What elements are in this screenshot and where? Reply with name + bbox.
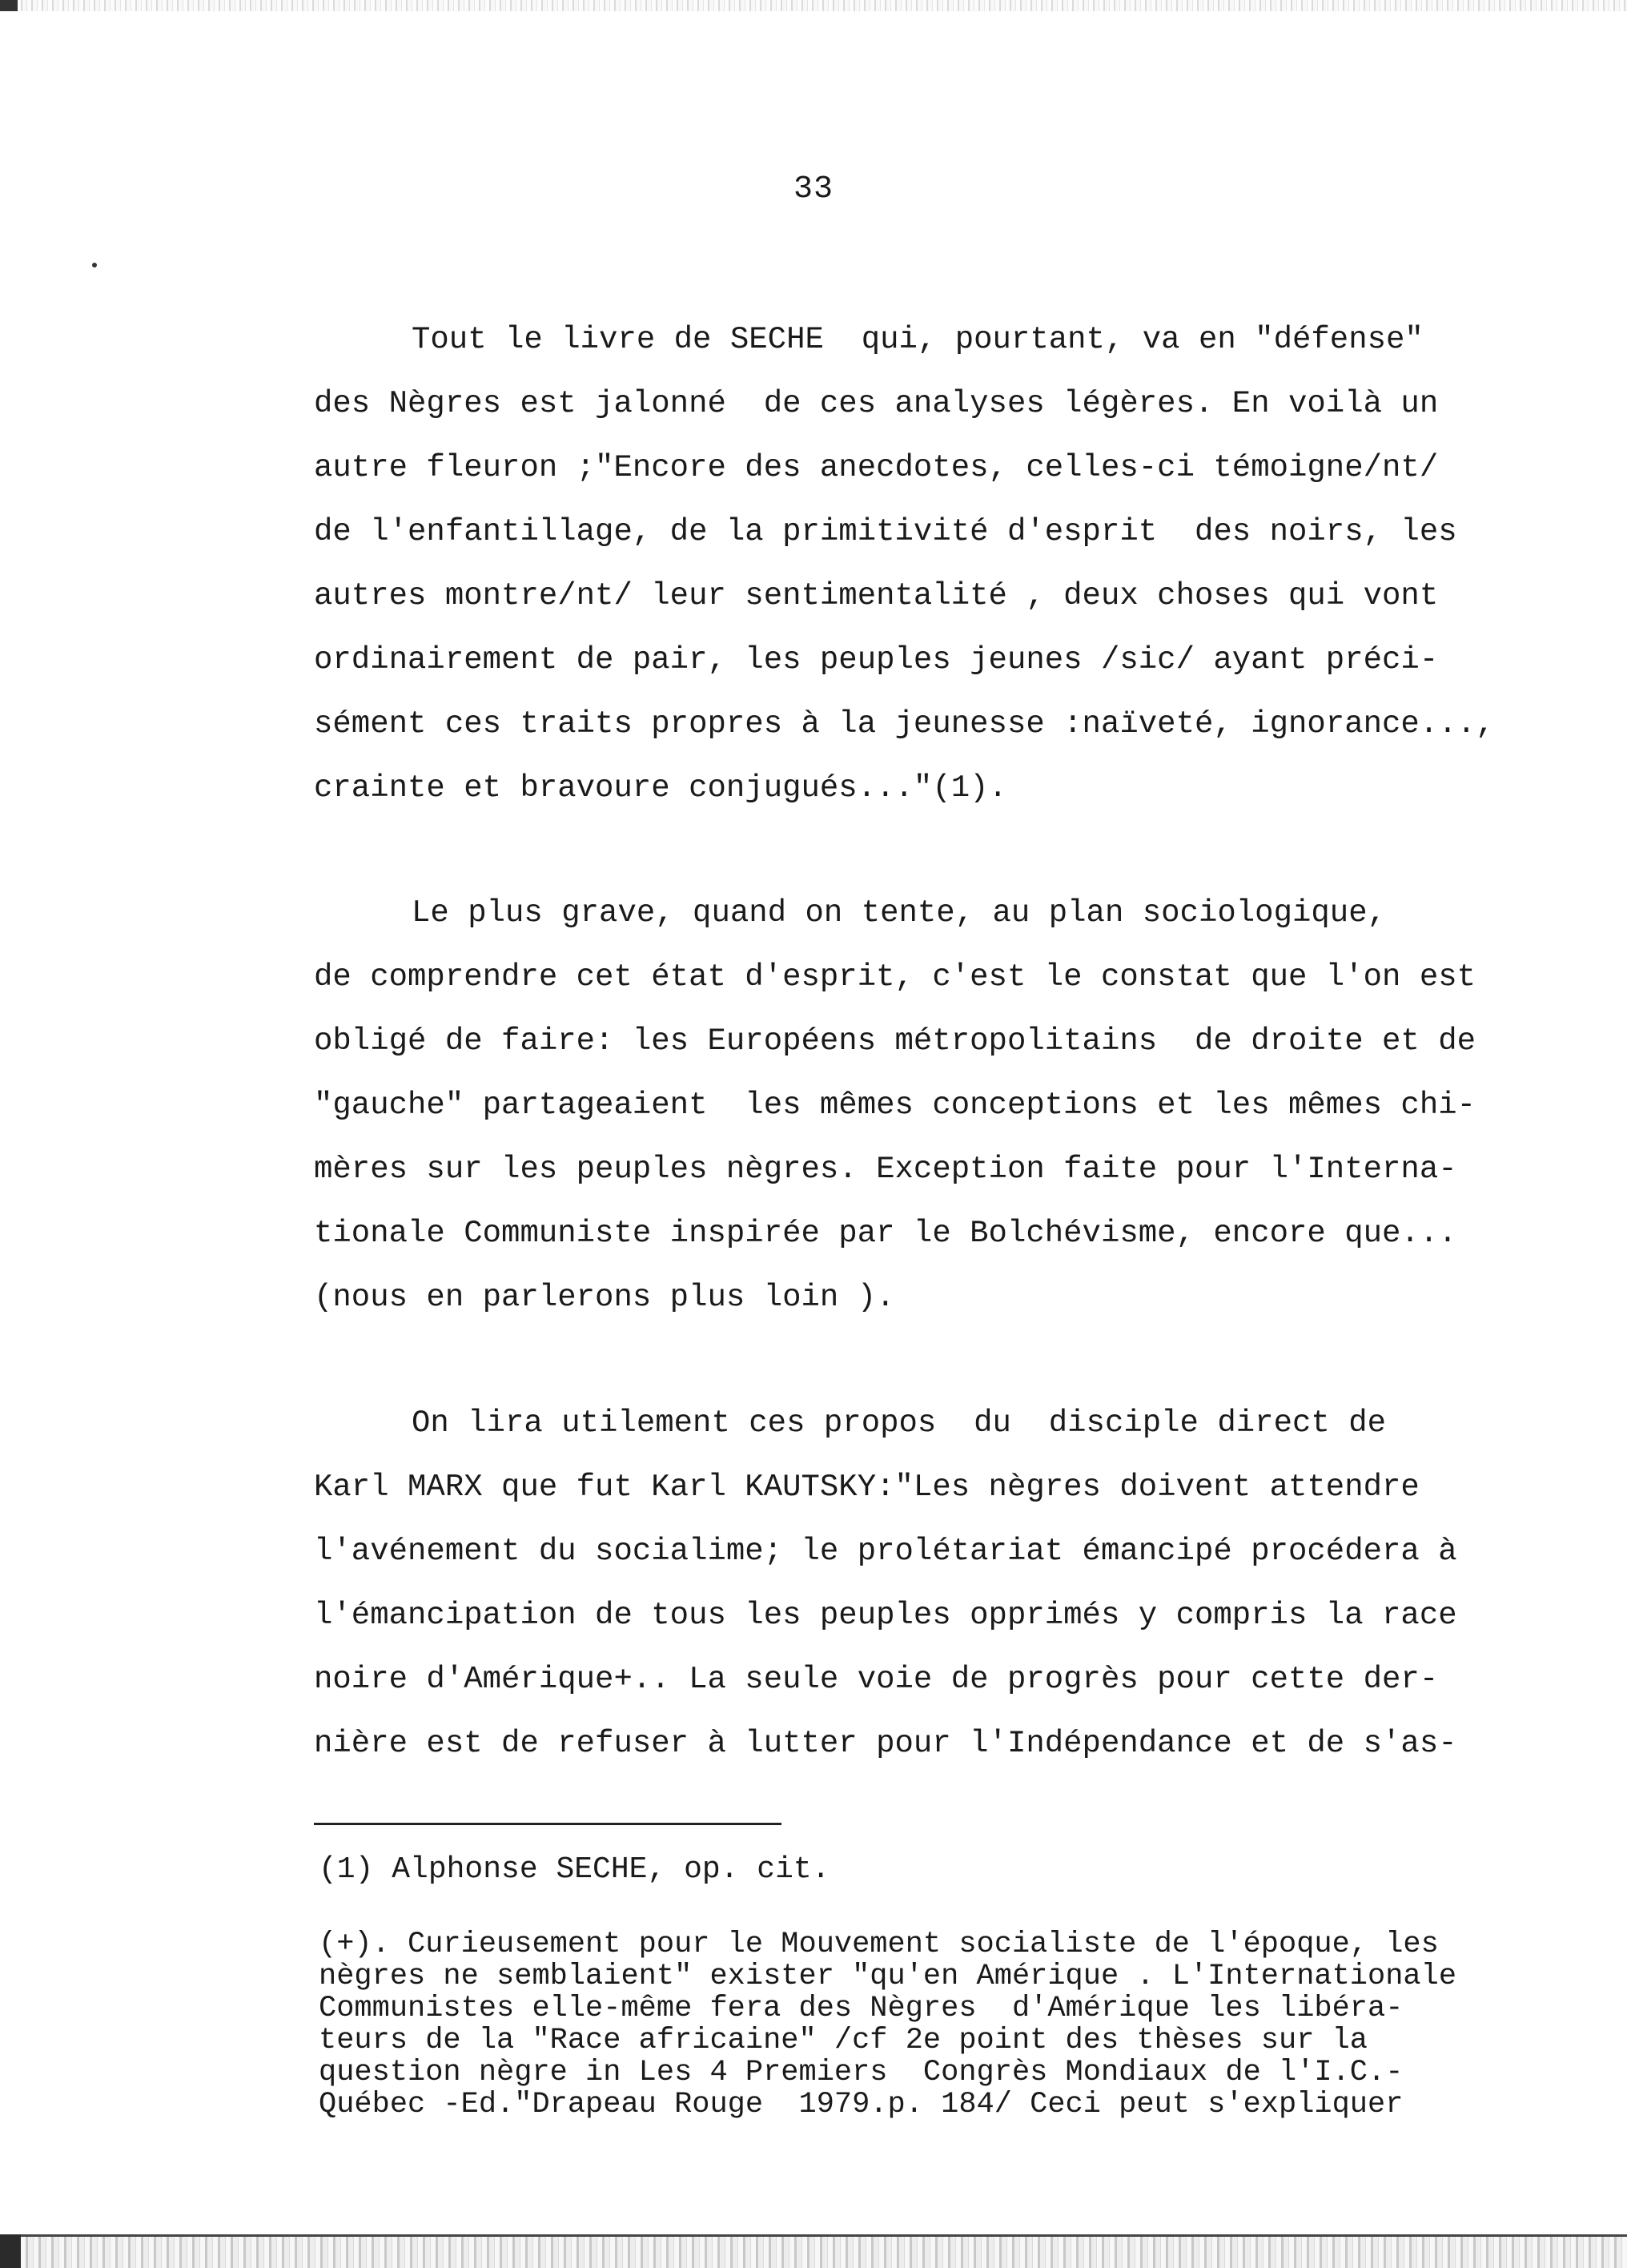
text-line: Tout le livre de SECHE qui, pourtant, va en "défense" xyxy=(412,322,1424,357)
footnote-line: teurs de la "Race africaine" /cf 2e point des thèses sur la xyxy=(319,2024,1368,2057)
scan-top-border xyxy=(0,0,1627,11)
footnote-separator xyxy=(314,1823,781,1825)
text-line: Le plus grave, quand on tente, au plan sociologique, xyxy=(412,895,1386,931)
scan-bottom-border xyxy=(0,2234,1627,2268)
page-number: 33 xyxy=(793,171,834,207)
scan-corner-mark xyxy=(0,2234,21,2268)
scan-bottom-edge xyxy=(0,2234,1627,2237)
text-line: mères sur les peuples nègres. Exception faite pour l'Interna- xyxy=(314,1152,1457,1187)
text-line: des Nègres est jalonné de ces analyses légères. En voilà un xyxy=(314,386,1439,421)
text-line: (nous en parlerons plus loin ). xyxy=(314,1280,895,1315)
text-line: ordinairement de pair, les peuples jeunes /sic/ ayant préci- xyxy=(314,642,1439,678)
text-line: "gauche" partageaient les mêmes conceptions et les mêmes chi- xyxy=(314,1088,1476,1123)
text-line: de comprendre cet état d'esprit, c'est le constat que l'on est xyxy=(314,959,1476,995)
footnote-line: Communistes elle-même fera des Nègres d'Amérique les libéra- xyxy=(319,1992,1404,2025)
paragraph-3 xyxy=(314,1391,1563,1775)
footnote-2 xyxy=(319,1928,1600,2121)
footnote-line: question nègre in Les 4 Premiers Congrès Mondiaux de l'I.C.- xyxy=(319,2056,1404,2089)
text-line: l'avénement du socialime; le prolétariat émancipé procédera à xyxy=(314,1534,1457,1569)
paragraph-1 xyxy=(314,308,1563,820)
text-line: autres montre/nt/ leur sentimentalité , deux choses qui vont xyxy=(314,578,1439,613)
text-line: autre fleuron ;"Encore des anecdotes, celles-ci témoigne/nt/ xyxy=(314,450,1439,485)
paragraph-2 xyxy=(314,881,1563,1329)
text-line: noire d'Amérique+.. La seule voie de progrès pour cette der- xyxy=(314,1662,1439,1697)
text-line: nière est de refuser à lutter pour l'Indépendance et de s'as- xyxy=(314,1726,1457,1761)
text-line: crainte et bravoure conjugués..."(1). xyxy=(314,770,1007,806)
footnote-line: Québec -Ed."Drapeau Rouge 1979.p. 184/ Ceci peut s'expliquer xyxy=(319,2088,1404,2121)
text-line: tionale Communiste inspirée par le Bolchévisme, encore que... xyxy=(314,1216,1457,1251)
text-line: sément ces traits propres à la jeunesse :naïveté, ignorance..., xyxy=(314,706,1495,742)
text-line: Karl MARX que fut Karl KAUTSKY:"Les nègres doivent attendre xyxy=(314,1470,1420,1505)
text-line: l'émancipation de tous les peuples opprimés y compris la race xyxy=(314,1598,1457,1633)
text-line: obligé de faire: les Européens métropolitains de droite et de xyxy=(314,1023,1476,1059)
footnote-line: (+). Curieusement pour le Mouvement socialiste de l'époque, les xyxy=(319,1928,1439,1961)
footnote-line: nègres ne semblaient" exister "qu'en Amérique . L'Internationale xyxy=(319,1960,1457,1993)
text-line: On lira utilement ces propos du disciple direct de xyxy=(412,1405,1386,1441)
scan-speck xyxy=(92,263,97,267)
footnote-1: (1) Alphonse SECHE, op. cit. xyxy=(319,1852,830,1887)
text-line: de l'enfantillage, de la primitivité d'esprit des noirs, les xyxy=(314,514,1457,549)
scan-corner-mark xyxy=(0,0,18,11)
